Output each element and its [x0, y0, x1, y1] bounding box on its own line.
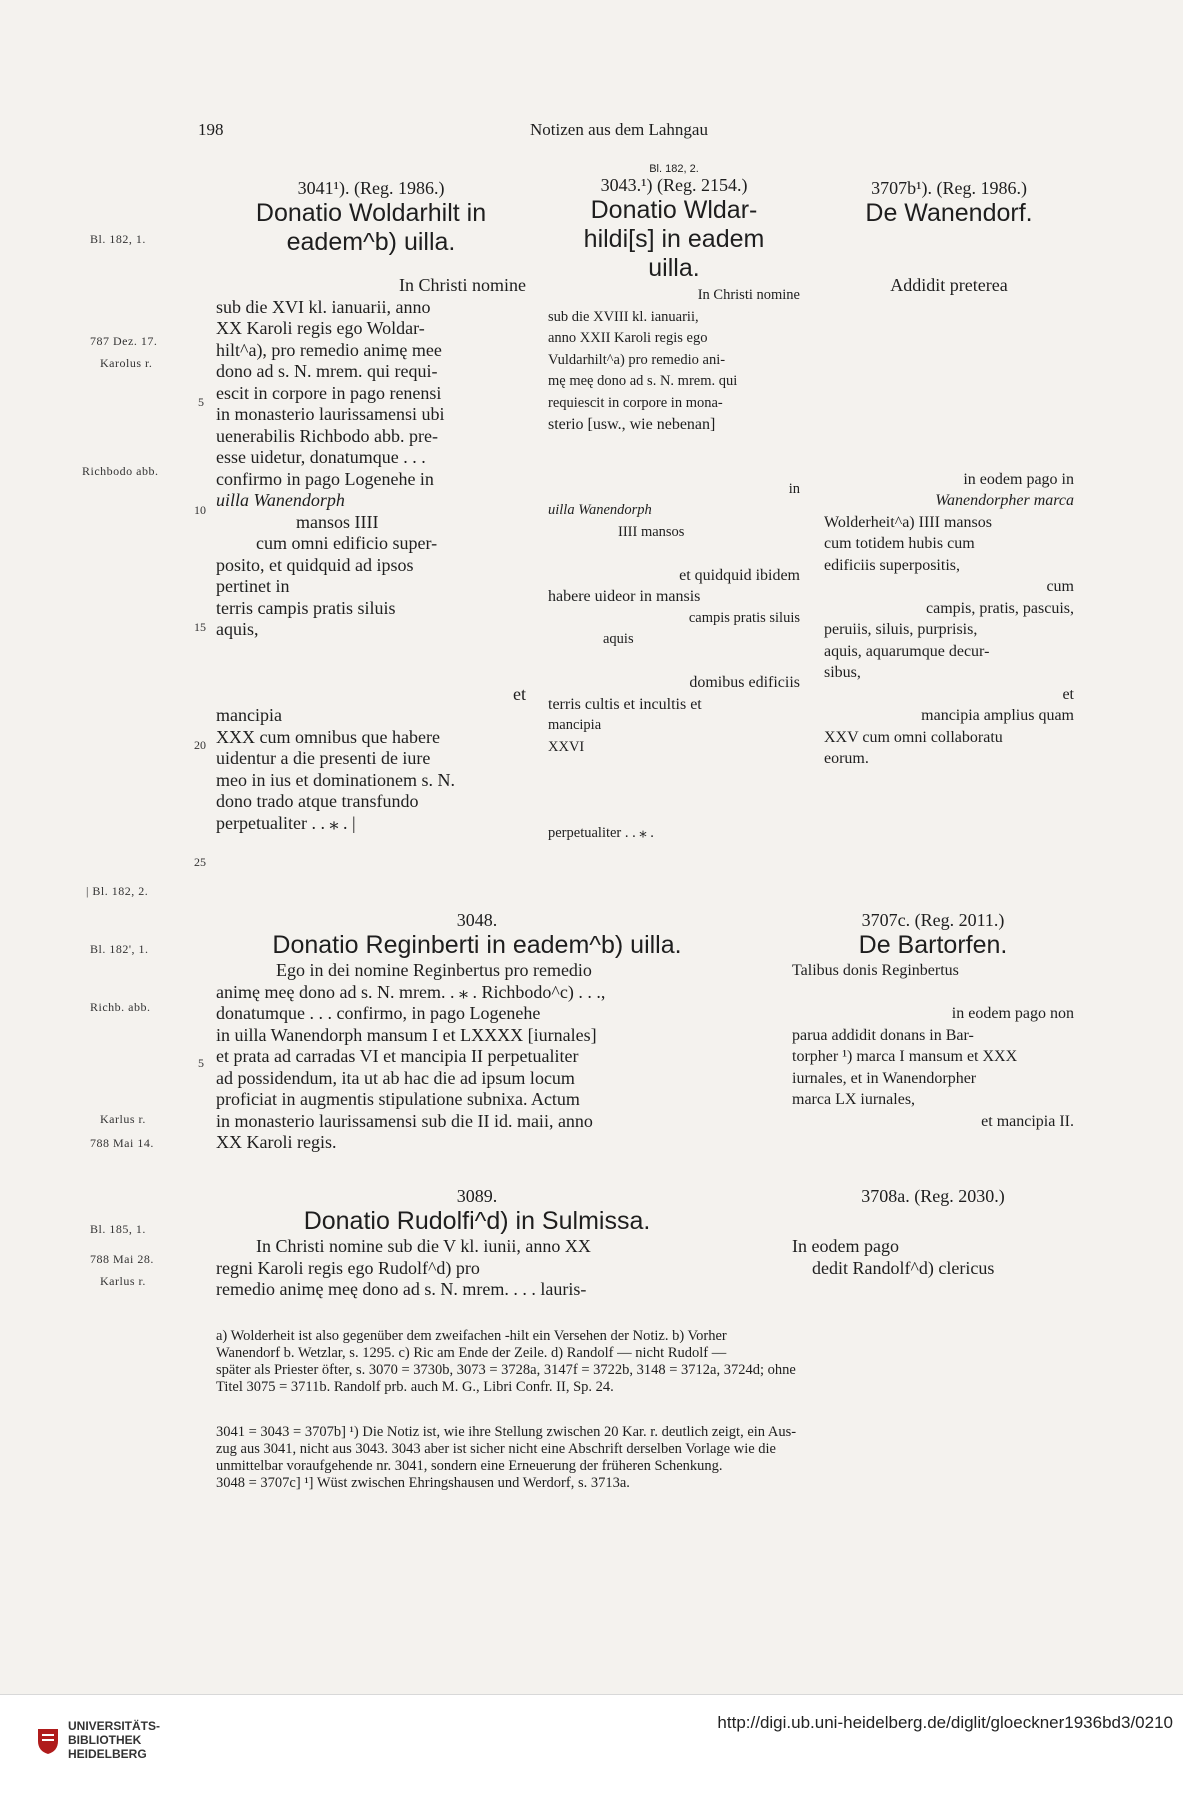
entry-number: 3707b¹). (Reg. 1986.) — [871, 178, 1027, 198]
footnote-line: Wanendorf b. Wetzlar, s. 1295. c) Ric am Ende der Zeile. d) Randolf — nicht Rudolf — — [216, 1345, 727, 1361]
text-line — [216, 641, 526, 663]
text-line: cum — [1046, 578, 1074, 595]
text-line: mancipia — [548, 717, 602, 733]
text-line: confirmo in pago Logenehe in — [216, 468, 434, 489]
text-line — [548, 758, 800, 780]
entry-number: 3707c. (Reg. 2011.) — [861, 910, 1005, 930]
text-line: campis, pratis, pascuis, — [926, 599, 1074, 617]
text-line — [548, 436, 800, 458]
text-line — [548, 801, 800, 823]
text-line: XXVI — [548, 738, 585, 755]
text-line: dedit Randolf^d) clericus — [812, 1257, 995, 1278]
text-line — [824, 361, 1074, 383]
text-line: et — [1062, 685, 1074, 703]
text-line: terris campis pratis siluis — [216, 597, 396, 618]
text-line — [824, 340, 1074, 362]
text-line: terris cultis et incultis et — [548, 695, 702, 713]
text-line: et — [513, 683, 526, 704]
text-line: Ego in dei nomine Reginbertus pro remedio — [276, 960, 592, 980]
text-line: IIII mansos — [618, 523, 685, 540]
text-line: Wolderheit^a) IIII mansos — [824, 513, 992, 531]
library-logo[interactable] — [36, 1719, 160, 1761]
text-line — [548, 651, 800, 673]
text-line: edificiis superpositis, — [824, 556, 960, 574]
logo-text-line: UNIVERSITÄTS- — [68, 1719, 161, 1733]
text-line: peruiis, siluis, purprisis, — [824, 621, 978, 638]
text-line: posito, et quidquid ad ipsos — [216, 554, 414, 575]
margin-note: 787 Dez. 17. — [90, 334, 158, 348]
text-line: Addidit preterea — [890, 275, 1008, 295]
text-line: campis pratis siluis — [688, 609, 800, 626]
entry-title-line: Donatio Wldar- — [590, 196, 758, 224]
text-line: marca LX iurnales, — [792, 1091, 916, 1108]
text-line: et mancipia II. — [981, 1112, 1074, 1130]
text-line: et quidquid ibidem — [679, 566, 800, 584]
text-line: Wanendorpher marca — [935, 492, 1074, 509]
text-line — [824, 297, 1074, 319]
note-line: zug aus 3041, nicht aus 3043. 3043 aber ist sicher nicht eine Abschrift derselben Vorlage wie die — [216, 1441, 776, 1457]
text-line: in monasterio laurissamensi ubi — [216, 404, 445, 424]
line-number: 5 — [198, 1056, 204, 1070]
line-number: 25 — [194, 855, 206, 869]
text-line — [824, 404, 1074, 426]
text-line: torpher ¹) marca I mansum et XXX — [792, 1048, 1018, 1065]
text-line: remedio animę meę dono ad s. N. mrem. . . . lauris- — [216, 1279, 587, 1299]
text-line: escit in corpore in pago renensi — [216, 382, 442, 403]
margin-note: Bl. 182', 1. — [90, 942, 149, 956]
text-line: in monasterio laurissamensi sub die II id. maii, anno — [216, 1110, 593, 1131]
text-line: aquis — [603, 631, 634, 647]
margin-note: | Bl. 182, 2. — [86, 884, 149, 898]
text-line: sterio [usw., wie nebenan] — [548, 416, 716, 433]
text-line: proficiat in augmentis stipulatione subnixa. Actum — [216, 1089, 580, 1109]
entry-number: 3043.¹) (Reg. 2154.) — [600, 175, 748, 195]
margin-note: Karolus r. — [100, 356, 153, 370]
text-line: in eodem pago non — [951, 1005, 1074, 1022]
entry-number: 3089. — [456, 1186, 498, 1206]
text-line: mancipia amplius quam — [921, 707, 1074, 724]
text-line: XX Karoli regis. — [216, 1132, 337, 1152]
text-line: dono trado atque transfundo — [216, 791, 419, 811]
text-line: XX Karoli regis ego Woldar- — [216, 318, 425, 338]
column-3041 — [216, 178, 526, 834]
text-line: iurnales, et in Wanendorpher — [792, 1069, 977, 1087]
text-line: XXX cum omnibus que habere — [216, 726, 440, 747]
text-line — [792, 982, 1074, 1004]
text-line: cum omni edificio super- — [256, 533, 438, 553]
note-line: unmittelbar voraufgehende nr. 3041, sondern eine Erneuerung der früheren Schenkung. — [216, 1458, 723, 1474]
text-line: Vuldarhilt^a) pro remedio ani- — [548, 351, 726, 368]
column-3043 — [548, 163, 800, 844]
logo-text-line: HEIDELBERG — [68, 1747, 147, 1761]
text-line — [824, 383, 1074, 405]
footnotes — [216, 1328, 1076, 1396]
text-line: pertinet in — [216, 576, 290, 596]
line-number: 5 — [198, 395, 204, 409]
text-line: mansos IIII — [296, 511, 379, 532]
margin-note: Richb. abb. — [90, 1000, 151, 1014]
footnote-line: a) Wolderheit ist also gegenüber dem zweifachen -hilt ein Versehen der Notiz. b) Vorher — [216, 1328, 727, 1344]
text-line: et prata ad carradas VI et mancipia II perpetualiter — [216, 1046, 579, 1066]
text-line — [824, 318, 1074, 340]
margin-note: Richbodo abb. — [82, 464, 159, 478]
footnote-line: Titel 3075 = 3711b. Randolf prb. auch M. G., Libri Confr. II, Sp. 24. — [216, 1379, 614, 1395]
text-line: in — [788, 480, 800, 497]
entry-title: De Bartorfen. — [858, 931, 1008, 959]
entry-title-line: uilla. — [648, 254, 700, 282]
entry-title: Donatio Reginberti in eadem^b) uilla. — [272, 931, 682, 959]
margin-note: Bl. 185, 1. — [90, 1222, 146, 1236]
entry-3708a — [792, 1186, 1074, 1279]
text-line: XXV cum omni collaboratu — [824, 728, 1003, 746]
text-line: regni Karoli regis ego Rudolf^d) pro — [216, 1257, 480, 1278]
text-line: perpetualiter . . ⁎ . | — [216, 812, 356, 833]
entry-3089 — [216, 1186, 738, 1301]
margin-note: Bl. 182, 1. — [90, 232, 146, 246]
text-line: aquis, aquarumque decur- — [824, 642, 990, 660]
text-line — [824, 447, 1074, 469]
concordance-notes — [216, 1424, 1076, 1492]
entry-number: 3041¹). (Reg. 1986.) — [297, 178, 445, 198]
margin-note: 788 Mai 28. — [90, 1252, 154, 1266]
text-line: mancipia — [216, 705, 282, 725]
entry-title-line: Donatio Woldarhilt in — [255, 199, 487, 227]
entry-number: 3708a. (Reg. 2030.) — [861, 1186, 1005, 1206]
text-line: in uilla Wanendorph mansum I et LXXXX [iurnales] — [216, 1024, 597, 1045]
entry-title-line: eadem^b) uilla. — [286, 228, 456, 256]
logo-text-line: BIBLIOTHEK — [68, 1733, 142, 1747]
text-line: habere uideor in mansis — [548, 588, 701, 605]
entry-title: Donatio Rudolfi^d) in Sulmissa. — [303, 1207, 651, 1235]
text-line: uenerabilis Richbodo abb. pre- — [216, 425, 438, 446]
line-number: 20 — [194, 738, 206, 752]
entry-3048 — [216, 910, 738, 1154]
footer-bar — [0, 1694, 1183, 1795]
text-line: requiescit in corpore in mona- — [548, 394, 723, 411]
margin-note: 788 Mai 14. — [90, 1136, 154, 1150]
text-line: meo in ius et dominationem s. N. — [216, 769, 455, 790]
text-line — [548, 780, 800, 802]
text-line: sub die XVI kl. ianuarii, anno — [216, 296, 431, 317]
text-line: uilla Wanendorph — [216, 490, 345, 510]
footnote-line: später als Priester öfter, s. 3070 = 3730b, 3073 = 3728a, 3147f = 3722b, 3148 = 3712a, 3724d; ohne — [216, 1362, 796, 1378]
entry-title-line: hildi[s] in eadem — [583, 225, 765, 253]
running-title: Notizen aus dem Lahngau — [530, 120, 708, 139]
text-line: donatumque . . . confirmo, in pago Logenehe — [216, 1003, 541, 1023]
library-seal-icon — [36, 1725, 60, 1755]
note-line: 3041 = 3043 = 3707b] ¹) Die Notiz ist, wie ihre Stellung zwischen 20 Kar. r. deutlich zeigt, ein Aus- — [216, 1424, 797, 1440]
margin-note: Karlus r. — [100, 1112, 146, 1126]
page-url-link[interactable]: http://digi.ub.uni-heidelberg.de/diglit/gloeckner1936bd3/0210 — [717, 1713, 1173, 1732]
text-line: in eodem pago in — [963, 470, 1074, 488]
text-line: In Christi nomine — [697, 287, 800, 303]
line-number: 15 — [194, 620, 206, 634]
text-line — [216, 662, 526, 684]
text-line: eorum. — [824, 750, 869, 767]
page-number: 198 — [198, 120, 224, 139]
text-line: cum totidem hubis cum — [824, 535, 975, 552]
text-line — [548, 543, 800, 565]
text-line: perpetualiter . . ⁎ . — [548, 824, 654, 841]
text-line: domibus edificiis — [689, 674, 800, 691]
text-line: uidentur a die presenti de iure — [216, 748, 431, 768]
text-line: parua addidit donans in Bar- — [792, 1026, 974, 1044]
text-line: aquis, — [216, 619, 259, 639]
column-3707b — [824, 178, 1074, 770]
text-line: anno XXII Karoli regis ego — [548, 330, 708, 346]
text-line: sibus, — [824, 664, 861, 681]
text-line — [548, 457, 800, 479]
text-line: In Christi nomine sub die V kl. iunii, anno XX — [256, 1236, 591, 1256]
entry-title-line: De Wanendorf. — [865, 199, 1033, 227]
text-line: ad possidendum, ita ut ab hac die ad ipsum locum — [216, 1067, 575, 1088]
text-line: uilla Wanendorph — [548, 502, 652, 518]
text-line: mę meę dono ad s. N. mrem. qui — [548, 373, 738, 389]
text-line: hilt^a), pro remedio animę mee — [216, 339, 442, 360]
entry-number: 3048. — [456, 910, 498, 930]
sheet-reference: Bl. 182, 2. — [649, 163, 699, 175]
text-line: sub die XVIII kl. ianuarii, — [548, 308, 699, 325]
text-line: dono ad s. N. mrem. qui requi- — [216, 361, 438, 381]
text-line: esse uidetur, donatumque . . . — [216, 447, 426, 467]
margin-note: Karlus r. — [100, 1274, 146, 1288]
text-line — [824, 426, 1074, 448]
note-line: 3048 = 3707c] ¹] Wüst zwischen Ehringshausen und Werdorf, s. 3713a. — [216, 1475, 630, 1491]
entry-3707c — [792, 910, 1074, 1132]
text-line: animę meę dono ad s. N. mrem. . ⁎ . Richbodo^c) . . ., — [216, 981, 606, 1002]
text-line: In eodem pago — [792, 1236, 899, 1256]
text-line: In Christi nomine — [399, 275, 526, 295]
text-line: Talibus donis Reginbertus — [792, 962, 959, 979]
line-number: 10 — [194, 503, 206, 517]
